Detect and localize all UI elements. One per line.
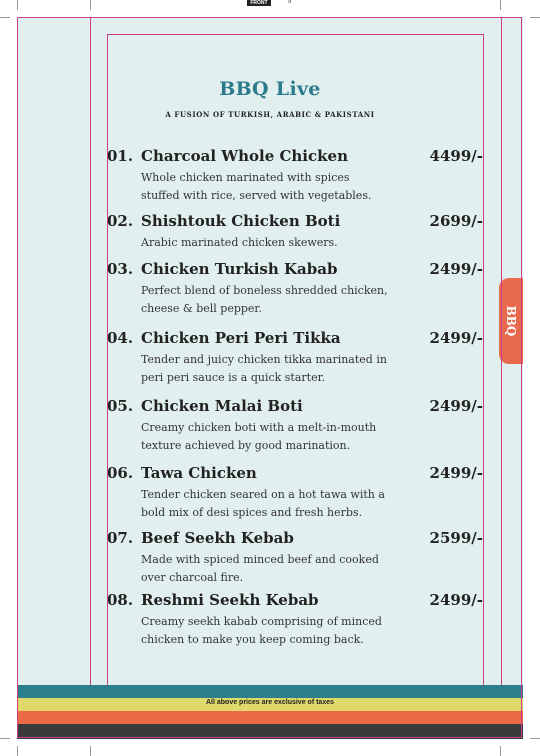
item-price: 4499/- [429,147,483,165]
item-description: Perfect blend of boneless shredded chicken, cheese & bell pepper. [141,284,388,315]
item-name: Beef Seekh Kebab [141,529,294,547]
item-number: 03. [107,260,134,278]
item-description: Made with spiced minced beef and cooked over charcoal fire. [141,553,379,584]
page-number: 9 [288,0,292,5]
item-description: Creamy seekh kabab comprising of minced chicken to make you keep coming back. [141,615,382,646]
item-price: 2499/- [429,397,483,415]
item-number: 07. [107,529,134,547]
crop-mark [0,738,10,739]
crop-mark [0,17,10,18]
crop-mark [500,0,501,10]
front-tag: FRONT [247,0,271,6]
item-name: Shishtouk Chicken Boti [141,212,341,230]
item-name: Charcoal Whole Chicken [141,147,348,165]
item-name: Tawa Chicken [141,464,257,482]
footer-stripe-teal [17,685,523,698]
menu-subtitle: A FUSION OF TURKISH, ARABIC & PAKISTANI [165,110,375,119]
item-number: 02. [107,212,134,230]
crop-mark [90,746,91,756]
crop-mark [500,746,501,756]
section-tab [499,278,523,364]
item-name: Reshmi Seekh Kebab [141,591,319,609]
item-description: Whole chicken marinated with spices stuffed with rice, served with vegetables. [141,171,372,202]
crop-mark [530,738,540,739]
item-description: Creamy chicken boti with a melt-in-mouth texture achieved by good marination. [141,421,377,452]
item-name: Chicken Malai Boti [141,397,303,415]
item-price: 2499/- [429,260,483,278]
item-description: Arabic marinated chicken skewers. [141,236,338,249]
item-number: 08. [107,591,134,609]
crop-mark [17,746,18,756]
item-price: 2499/- [429,329,483,347]
crop-mark [90,0,91,10]
menu-title: BBQ Live [219,78,321,100]
item-number: 04. [107,329,134,347]
item-price: 2699/- [429,212,483,230]
item-number: 05. [107,397,134,415]
footer-stripe-orange [17,711,523,724]
item-price: 2499/- [429,591,483,609]
item-description: Tender and juicy chicken tikka marinated in peri peri sauce is a quick starter. [141,353,387,384]
item-number: 06. [107,464,134,482]
item-price: 2599/- [429,529,483,547]
crop-mark [530,17,540,18]
section-tab-label: BBQ [504,305,518,337]
item-price: 2499/- [429,464,483,482]
footer-stripe-dark [17,724,523,739]
item-number: 01. [107,147,134,165]
item-name: Chicken Peri Peri Tikka [141,329,341,347]
tax-note: All above prices are exclusive of taxes [205,699,334,706]
item-description: Tender chicken seared on a hot tawa with a bold mix of desi spices and fresh herbs. [141,488,385,519]
crop-mark [17,0,18,10]
item-name: Chicken Turkish Kabab [141,260,338,278]
